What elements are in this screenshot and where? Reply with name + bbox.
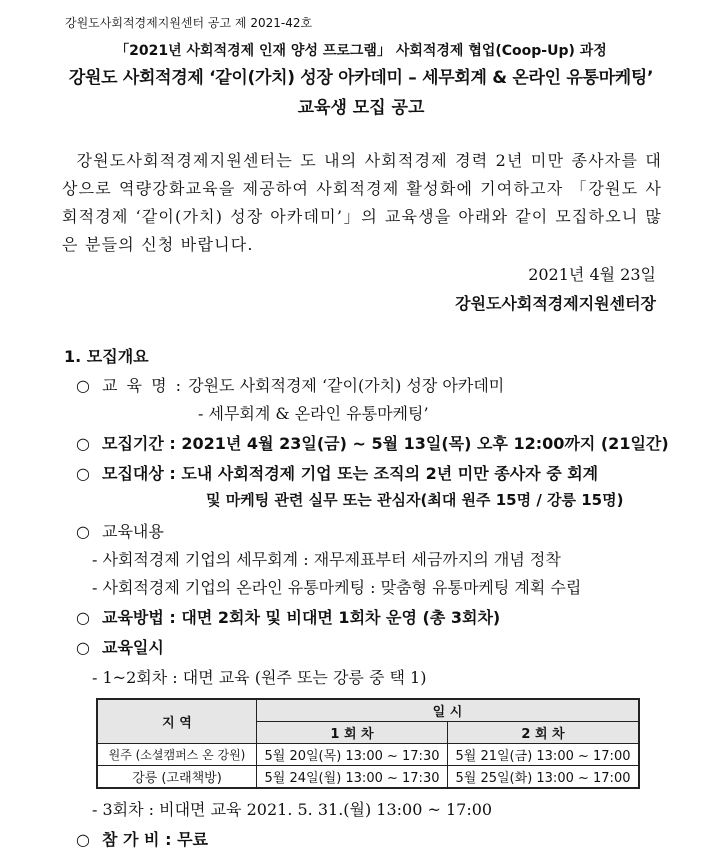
page-title-line2: 교육생 모집 공고 bbox=[297, 98, 425, 118]
circle-bullet-icon: ○ bbox=[76, 434, 90, 453]
notice-date: 2021년 4월 23일 bbox=[528, 265, 656, 284]
session2-header: 2 회 차 bbox=[448, 722, 640, 744]
course-name-value-cont: - 세무회계 & 온라인 유통마케팅’ bbox=[198, 404, 429, 423]
region-header: 지 역 bbox=[97, 699, 257, 744]
method-value: 대면 2회차 및 비대면 1회차 운영 (총 3회차) bbox=[181, 608, 501, 627]
circle-bullet-icon: ○ bbox=[76, 376, 90, 395]
course-name-label: 교 육 명 : bbox=[102, 376, 184, 395]
method-label: 교육방법 : bbox=[102, 608, 176, 627]
content-row bbox=[76, 519, 164, 542]
page-title: 강원도 사회적경제 ‘같이(가치) 성장 아카데미 – 세무회계 & 온라인 유통마케팅’ bbox=[68, 68, 654, 88]
period-label: 모집기간 : bbox=[102, 434, 176, 453]
region-cell: 강릉 (고래책방) bbox=[97, 766, 257, 789]
content-item: - 사회적경제 기업의 세무회계 : 재무제표부터 세금까지의 개념 정착 bbox=[92, 550, 561, 569]
session1-cell: 5월 24일(월) 13:00 ~ 17:30 bbox=[257, 766, 448, 789]
target-value-cont: 및 마케팅 관련 실무 또는 관심자(최대 원주 15명 / 강릉 15명) bbox=[206, 491, 624, 509]
method-row bbox=[76, 605, 500, 628]
fee-value: 무료 bbox=[177, 830, 208, 849]
target-row bbox=[76, 461, 598, 484]
circle-bullet-icon: ○ bbox=[76, 638, 90, 657]
period-value: 2021년 4월 23일(금) ~ 5월 13일(목) 오후 12:00까지 (21일간) bbox=[181, 434, 669, 453]
schedule-note: - 1~2회차 : 대면 교육 (원주 또는 강릉 중 택 1) bbox=[92, 668, 427, 687]
circle-bullet-icon: ○ bbox=[76, 464, 90, 483]
region-cell: 원주 (소셜캠퍼스 온 강원) bbox=[97, 744, 257, 766]
course-name-row bbox=[76, 373, 504, 396]
intro-paragraph: 강원도사회적경제지원센터는 도 내의 사회적경제 경력 2년 미만 종사자를 대상으로 역량강화교육을 제공하여 사회적경제 활성화에 기여하고자 「강원도 사회적경제 ‘같이(가치) 성장 아카데미’」의 교육생을 아래와 같이 모집하오니 많은 분들의 신청 바랍니다. bbox=[62, 151, 662, 254]
schedule-row bbox=[76, 635, 164, 658]
notice-number: 강원도사회적경제지원센터 공고 제 2021-42호 bbox=[65, 16, 313, 30]
circle-bullet-icon: ○ bbox=[76, 608, 90, 627]
fee-row bbox=[76, 827, 208, 850]
period-row bbox=[76, 431, 669, 454]
content-label: 교육내용 bbox=[102, 522, 164, 541]
session1-header: 1 회 차 bbox=[257, 722, 448, 744]
date-header: 일 시 bbox=[257, 699, 640, 722]
session2-cell: 5월 25일(화) 13:00 ~ 17:00 bbox=[448, 766, 640, 789]
content-item: - 사회적경제 기업의 온라인 유통마케팅 : 맞춤형 유통마케팅 계획 수립 bbox=[92, 578, 582, 597]
target-value: 도내 사회적경제 기업 또는 조직의 2년 미만 종사자 중 회계 bbox=[181, 464, 599, 483]
session1-cell: 5월 20일(목) 13:00 ~ 17:30 bbox=[257, 744, 448, 766]
session2-cell: 5월 21일(금) 13:00 ~ 17:00 bbox=[448, 744, 640, 766]
circle-bullet-icon: ○ bbox=[76, 830, 90, 849]
program-subtitle: 「2021년 사회적경제 인재 양성 프로그램」 사회적경제 협업(Coop-Up) 과정 bbox=[115, 43, 607, 59]
section-heading: 1. 모집개요 bbox=[64, 347, 149, 366]
schedule-label: 교육일시 bbox=[102, 638, 164, 657]
signature: 강원도사회적경제지원센터장 bbox=[455, 294, 656, 313]
online-session-note: - 3회차 : 비대면 교육 2021. 5. 31.(월) 13:00 ~ 17:00 bbox=[92, 800, 493, 819]
course-name-value: 강원도 사회적경제 ‘같이(가치) 성장 아카데미 bbox=[188, 376, 505, 395]
target-label: 모집대상 : bbox=[102, 464, 176, 483]
fee-label: 참 가 비 : bbox=[102, 830, 172, 849]
schedule-table bbox=[96, 698, 640, 789]
circle-bullet-icon: ○ bbox=[76, 522, 90, 541]
table-row bbox=[97, 744, 639, 766]
table-row bbox=[97, 766, 639, 789]
